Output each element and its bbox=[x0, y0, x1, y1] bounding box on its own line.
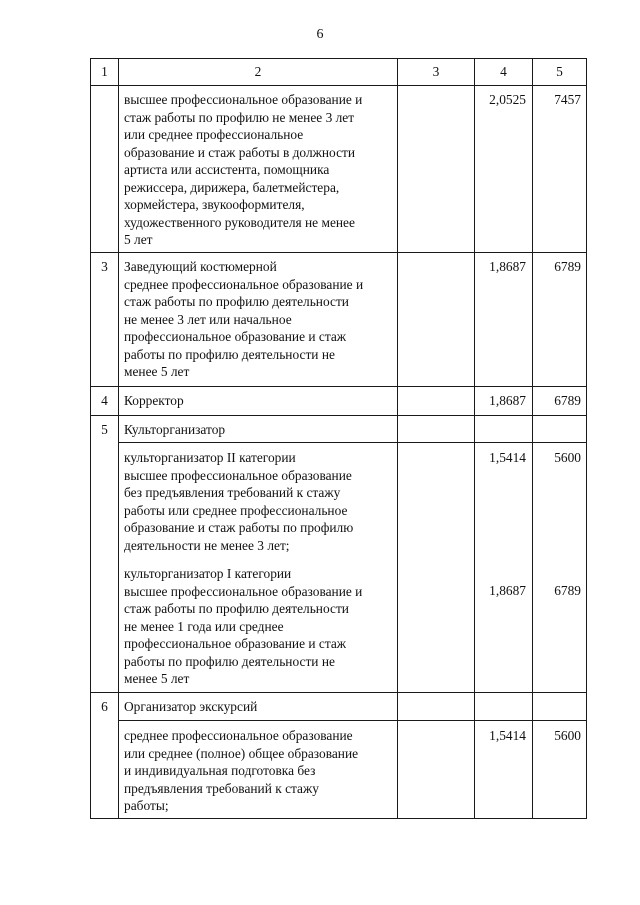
coefficient-cell: 1,8687 bbox=[489, 259, 526, 274]
table-rule bbox=[90, 415, 587, 416]
salary-cell: 5600 bbox=[554, 728, 581, 743]
table-row-description: культорганизатор II категории высшее профессиональное образование без предъявления требований к стажу работы или среднее профессиональное образование и стаж работы по профилю деятельности не менее 3 лет; bbox=[124, 450, 354, 553]
salary-cell: 6789 bbox=[554, 583, 581, 598]
header-cell-2: 2 bbox=[254, 64, 262, 79]
table-row-description: культорганизатор I категории высшее профессиональное образование и стаж работы по профилю деятельности не менее 1 года или среднее профессиональное образование и стаж работы по профилю деятельности не менее 5 лет bbox=[124, 566, 363, 686]
salary-cell: 7457 bbox=[554, 92, 581, 107]
position-title: Организатор экскурсий bbox=[124, 699, 258, 714]
table-rule bbox=[90, 818, 587, 819]
table-rule bbox=[90, 85, 587, 86]
table-rule bbox=[118, 720, 587, 721]
salary-cell: 6789 bbox=[554, 393, 581, 408]
row-number: 4 bbox=[101, 393, 108, 408]
table-row-description: Заведующий костюмерной среднее профессиональное образование и стаж работы по профилю деятельности не менее 3 лет или начальное профессиональное образование и стаж работы по профилю деятельности не менее 5 лет bbox=[124, 259, 364, 379]
salary-cell: 6789 bbox=[554, 259, 581, 274]
salary-cell: 5600 bbox=[554, 450, 581, 465]
coefficient-cell: 1,8687 bbox=[489, 393, 526, 408]
header-cell-5: 5 bbox=[556, 64, 563, 79]
table-rule bbox=[397, 58, 398, 819]
table-rule bbox=[118, 442, 587, 443]
table-rule bbox=[586, 58, 587, 819]
coefficient-cell: 2,0525 bbox=[489, 92, 526, 107]
page-number: 6 bbox=[316, 27, 324, 42]
coefficient-cell: 1,5414 bbox=[489, 728, 526, 743]
table-rule bbox=[90, 692, 587, 693]
position-title: Культорганизатор bbox=[124, 422, 226, 437]
row-number: 5 bbox=[101, 422, 108, 437]
header-cell-3: 3 bbox=[432, 64, 440, 79]
table-row-description: среднее профессиональное образование или среднее (полное) общее образование и индивидуальная подготовка без предъявления требований к стажу работы; bbox=[124, 728, 359, 813]
header-cell-1: 1 bbox=[101, 64, 108, 79]
position-title: Корректор bbox=[124, 393, 184, 408]
table-rule bbox=[90, 58, 587, 59]
table-rule bbox=[474, 58, 475, 819]
header-cell-4: 4 bbox=[500, 64, 507, 79]
table-rule bbox=[90, 386, 587, 387]
table-rule bbox=[90, 252, 587, 253]
table-rule bbox=[532, 58, 533, 819]
row-number: 6 bbox=[101, 699, 108, 714]
coefficient-cell: 1,5414 bbox=[489, 450, 526, 465]
table-row-description: высшее профессиональное образование и стаж работы по профилю не менее 3 лет или среднее профессиональное образование и стаж работы в должности артиста или ассистента, помощника режиссера, дирижера, балетмейстера, хормейстера, звукооформителя, художественного руководителя не менее 5 лет bbox=[124, 92, 363, 247]
table-rule bbox=[118, 58, 119, 819]
coefficient-cell: 1,8687 bbox=[489, 583, 526, 598]
row-number: 3 bbox=[101, 259, 108, 274]
